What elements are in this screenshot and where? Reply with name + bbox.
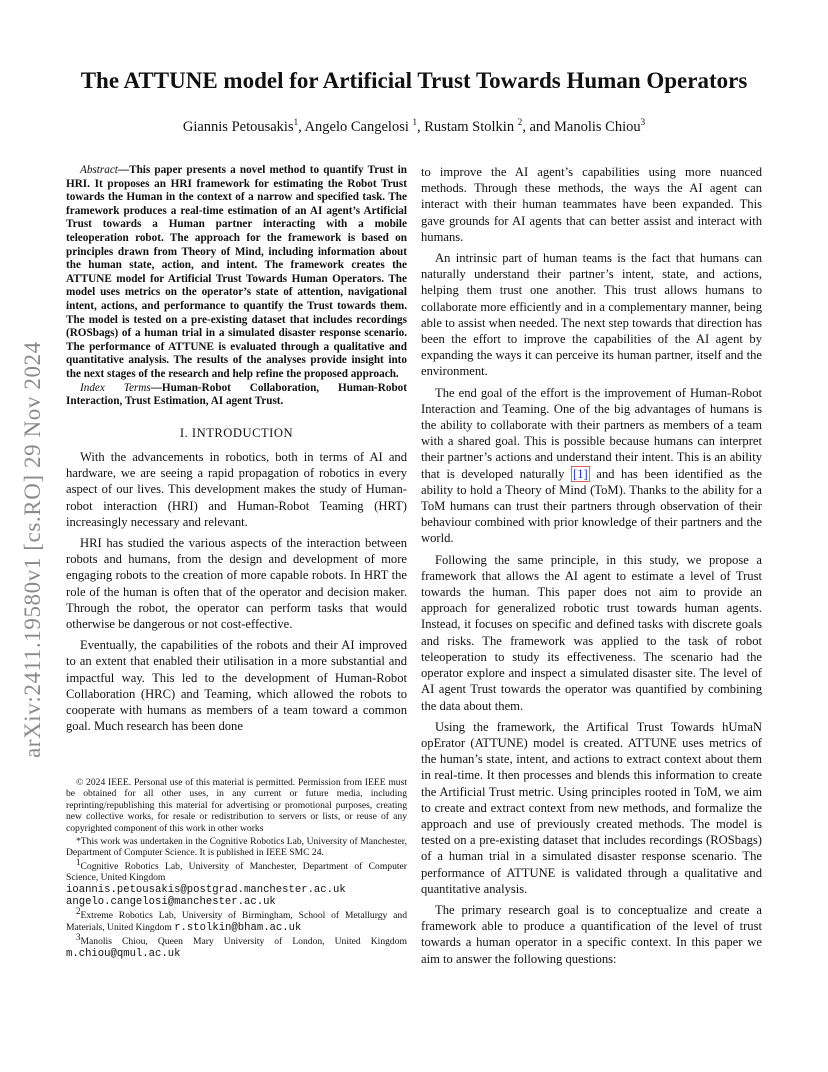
paragraph: HRI has studied the various aspects of the interaction between robots and humans, from the design and development of more engaging robots to the creation of more capable robots. In HRT the role of the human is often that of the operator and decision maker. Through the robot, the operator can perform tasks that would otherwise be dangerous or not cost-effective. (66, 535, 407, 631)
right-column (421, 164, 762, 972)
affiliation-mark: 2 (76, 906, 81, 917)
affiliation-text: Cognitive Robotics Lab, University of Manchester, Department of Computer Science, United Kingdom (66, 860, 407, 884)
funding-note: *This work was undertaken in the Cognitive Robotics Lab, University of Manchester, Department of Computer Science. It is published in IEEE SMC 24. (66, 836, 407, 859)
abstract (66, 164, 407, 382)
arxiv-watermark: arXiv:2411.19580v1 [cs.RO] 29 Nov 2024 (20, 341, 45, 758)
author-name: Giannis Petousakis (182, 119, 294, 135)
footnotes (66, 777, 407, 962)
affiliation-mark: 2 (517, 117, 523, 128)
paragraph: Using the framework, the Artifical Trust Towards hUmaN opErator (ATTUNE) model is created. ATTUNE uses metrics of the human’s state, intent, and actions to extract context about them in real-time. It then processes and blends this information to create the Artificial Trust metric. Using principles rooted in ToM, we aim to create and extract context from new methods, and formalize the approach and use of previously created methods. The model is tested on a pre-existing dataset that includes recordings (ROSbags) of a human trial in a simulated disaster response scenario. The performance of ATTUNE is validated through a qualitative and quantitative analysis. (421, 719, 762, 896)
author-name: , and Manolis Chiou (522, 119, 641, 135)
email-link[interactable]: angelo.cangelosi@manchester.ac.uk (66, 896, 276, 909)
author-list (60, 119, 768, 136)
affiliation-1 (66, 856, 407, 909)
email-link[interactable]: r.stolkin@bham.ac.uk (174, 921, 302, 934)
citation-link[interactable]: [1] (573, 466, 588, 481)
section-heading: I. INTRODUCTION (179, 425, 294, 440)
index-terms-text: —Human-Robot Collaboration, Human-Robot Interaction, Trust Estimation, AI agent Trust. (66, 381, 407, 408)
paragraph: With the advancements in robotics, both in terms of AI and hardware, we are seeing a rapid propagation of robotics in every aspect of our lives. This development makes the study of Human-robot interaction (HRI) and Human-Robot Teaming (HRT) increasingly necessary and relevant. (66, 449, 407, 529)
email-link[interactable]: ioannis.petousakis@postgrad.manchester.ac.uk (66, 883, 346, 896)
paragraph: Following the same principle, in this study, we propose a framework that allows the AI agent to estimate a level of Trust towards the human. This paper does not aim to provide an approach for generalized robotic trust towards human agents. Instead, it focuses on specific and defined tasks with discrete goals and risks. The framework was applied to the task of robot teleoperation to study its effectiveness. The scenario had the operator explore and inspect a simulated disaster site. The level of AI agent Trust towards the operator was quantified by combining the data about them. (421, 552, 762, 713)
affiliation-mark: 1 (76, 856, 81, 867)
affiliation-3 (66, 932, 407, 960)
paragraph: to improve the AI agent’s capabilities using more nuanced methods. Through these methods, the ways the AI agent can interact with their human teammates have been expanded. This gave grounds for AI agents that can better assist and interact with humans. (421, 165, 762, 244)
paper-title: The ATTUNE model for Artificial Trust Towards Human Operators (80, 68, 748, 93)
affiliation-mark: 3 (640, 117, 646, 128)
email-link[interactable]: m.chiou@qmul.ac.uk (66, 947, 181, 960)
affiliation-mark: 1 (412, 117, 417, 128)
affiliation-2 (66, 906, 407, 934)
index-terms-label: Index Terms (80, 381, 151, 394)
paragraph-text: and has been identified as the ability to hold a Theory of Mind (ToM). Thanks to the ability for a ToM humans can trust their partners through observation of their behaviour combined with prior knowledge of their partners and the world. (421, 466, 762, 546)
left-column (66, 164, 407, 739)
author-name: , Rustam Stolkin (417, 119, 518, 135)
affiliation-text: Manolis Chiou, Queen Mary University of London, United Kingdom (80, 936, 407, 948)
author-name: , Angelo Cangelosi (298, 119, 413, 135)
abstract-label: Abstract (80, 164, 118, 176)
affiliation-text: Extreme Robotics Lab, University of Birmingham, School of Metallurgy and Materials, United Kingdom (66, 910, 407, 933)
paragraph (421, 385, 762, 547)
index-terms (66, 382, 407, 409)
paragraph: An intrinsic part of human teams is the fact that humans can naturally understand their partner’s intent, state, and actions, helping them trust one another. This trust allows humans to collaborate more efficiently and in a complementary manner, being able to assist when needed. The next step towards that direction has been the effort to improve the capabilities of the AI agent by expanding the ways it can perceive its human partner, itself and the environment. (421, 251, 762, 379)
paragraph: Eventually, the capabilities of the robots and their AI improved to an extent that enabled their utilisation in a more substantial and impactful way. This led to the development of Human-Robot Collaboration (HRC) and Teaming, which allowed the robots to cooperate with humans as members of a team toward a common goal. Much research has been done (66, 638, 407, 734)
affiliation-mark: 3 (76, 932, 81, 943)
paragraph-text: The end goal of the effort is the improvement of Human-Robot Interaction and Teaming. One of the big advantages of humans is the ability to collaborate with their partners as members of a team with a shared goal. This is possible because humans can interpret their partner’s actions and understand their intent. This is an ability that is developed naturally (421, 385, 762, 481)
paragraph: The primary research goal is to conceptualize and create a framework able to produce a quantification of the level of trust towards a human operator in a specific context. In this paper we aim to answer the following questions: (421, 902, 762, 966)
affiliation-mark: 1 (293, 117, 299, 128)
copyright-notice: © 2024 IEEE. Personal use of this material is permitted. Permission from IEEE must be obtained for all other uses, in any current or future media, including reprinting/republishing this material for advertising or promotional purposes, creating new collective works, for resale or redistribution to servers or lists, or reuse of any copyrighted component of this work in other works (66, 777, 407, 834)
abstract-text: —This paper presents a novel method to quantify Trust in HRI. It proposes an HRI framework for estimating the Robot Trust towards the Human in the context of a narrow and specified task. The framework produces a real-time estimation of an AI agent’s Artificial Trust towards a Human partner interacting with a mobile teleoperation robot. The approach for the framework is based on principles drawn from Theory of Mind, including information about the human state, action, and intent. The framework creates the ATTUNE model for Artificial Trust Towards Human Operators. The model uses metrics on the operator’s state of attention, navigational intent, actions, and performance to quantify the Trust towards them. The model is tested on a pre-existing dataset that includes recordings (ROSbags) of a human trial in a simulated disaster response scenario. The performance of ATTUNE is evaluated through a qualitative and quantitative analysis. The results of the analyses provide insight into the next stages of the research and help refine the proposed approach. (66, 164, 407, 380)
